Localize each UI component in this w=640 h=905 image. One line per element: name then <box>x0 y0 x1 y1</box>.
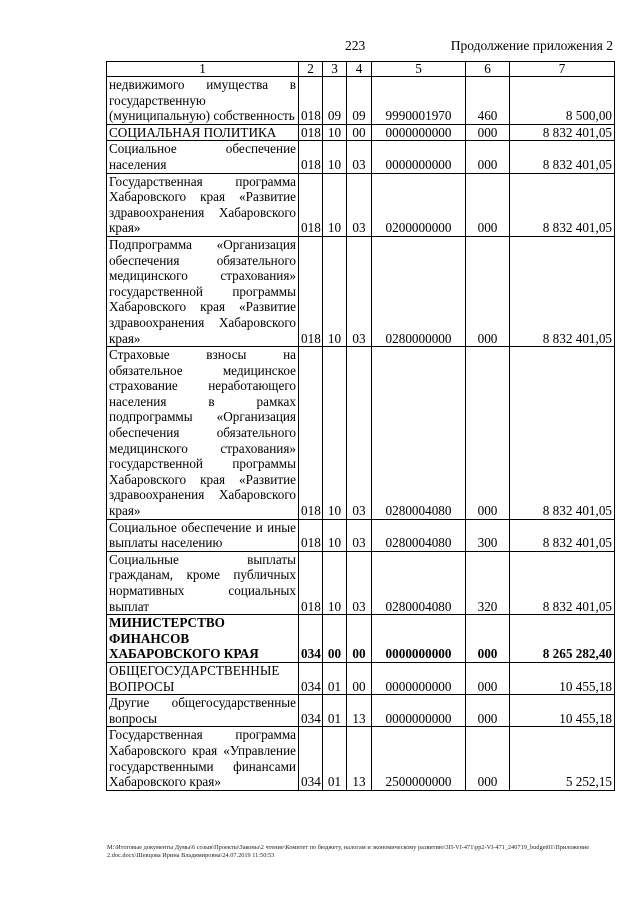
expense-type-cell: 320 <box>466 551 510 614</box>
amount-cell: 10 455,18 <box>510 695 615 727</box>
target-article-cell: 0000000000 <box>372 141 466 173</box>
ministry-code-cell: 034 <box>299 695 323 727</box>
target-article-cell: 9990001970 <box>372 77 466 125</box>
column-header: 4 <box>347 62 372 77</box>
subsection-code-cell: 03 <box>347 347 372 520</box>
expense-type-cell: 000 <box>466 236 510 346</box>
table-row <box>107 695 615 727</box>
column-header: 7 <box>510 62 615 77</box>
subsection-code-cell: 00 <box>347 124 372 141</box>
section-code-cell: 01 <box>323 695 347 727</box>
expense-type-cell: 000 <box>466 615 510 663</box>
target-article-cell: 0000000000 <box>372 662 466 694</box>
row-name-cell: Государственная программа Хабаровского края «Управление государственными финансами Хабаровского края» <box>107 727 299 790</box>
column-header: 1 <box>107 62 299 77</box>
target-article-cell: 2500000000 <box>372 727 466 790</box>
subsection-code-cell: 03 <box>347 173 372 236</box>
amount-cell: 8 832 401,05 <box>510 141 615 173</box>
section-code-cell: 01 <box>323 727 347 790</box>
column-header: 6 <box>466 62 510 77</box>
amount-cell: 8 832 401,05 <box>510 519 615 551</box>
expense-type-cell: 000 <box>466 173 510 236</box>
expense-type-cell: 000 <box>466 695 510 727</box>
row-name-cell: Социальное обеспечение населения <box>107 141 299 173</box>
expense-type-cell: 000 <box>466 124 510 141</box>
section-code-cell: 10 <box>323 173 347 236</box>
amount-cell: 8 500,00 <box>510 77 615 125</box>
file-path-footer: M:\Итоговые документы Думы\6 созыв\Проекты\Законы\2 чтение\Комитет по бюджету, налогам и экономическому развитию\3П-VI-471\рр2-VI-471_240719_budget01\Приложение 2.doc.docx\Шевцова Ирина Владимировна\24.07.2019 11:50:53 <box>107 844 589 859</box>
ministry-code-cell: 018 <box>299 173 323 236</box>
table-row <box>107 236 615 346</box>
page-number: 223 <box>345 38 366 53</box>
table-row <box>107 173 615 236</box>
section-code-cell: 00 <box>323 615 347 663</box>
expense-type-cell: 000 <box>466 347 510 520</box>
row-name-cell: Социальное обеспечение и иные выплаты населению <box>107 519 299 551</box>
ministry-code-cell: 018 <box>299 519 323 551</box>
expense-type-cell: 000 <box>466 662 510 694</box>
row-name-cell: недвижимого имущества в государственную (муниципальную) собственность <box>107 77 299 125</box>
budget-table <box>106 61 615 791</box>
column-header: 5 <box>372 62 466 77</box>
expense-type-cell: 460 <box>466 77 510 125</box>
table-row <box>107 124 615 141</box>
ministry-code-cell: 034 <box>299 727 323 790</box>
row-name-cell: МИНИСТЕРСТВО ФИНАНСОВ ХАБАРОВСКОГО КРАЯ <box>107 615 299 663</box>
continuation-label: Продолжение приложения 2 <box>450 38 613 53</box>
target-article-cell: 0280004080 <box>372 551 466 614</box>
target-article-cell: 0200000000 <box>372 173 466 236</box>
amount-cell: 8 265 282,40 <box>510 615 615 663</box>
table-row <box>107 727 615 790</box>
row-name-cell: Другие общегосударственные вопросы <box>107 695 299 727</box>
amount-cell: 10 455,18 <box>510 662 615 694</box>
subsection-code-cell: 03 <box>347 519 372 551</box>
column-header: 3 <box>323 62 347 77</box>
target-article-cell: 0280004080 <box>372 519 466 551</box>
section-code-cell: 10 <box>323 236 347 346</box>
amount-cell: 8 832 401,05 <box>510 551 615 614</box>
table-body <box>107 77 615 791</box>
table-row <box>107 519 615 551</box>
ministry-code-cell: 018 <box>299 551 323 614</box>
target-article-cell: 0000000000 <box>372 695 466 727</box>
section-code-cell: 10 <box>323 347 347 520</box>
subsection-code-cell: 03 <box>347 551 372 614</box>
expense-type-cell: 000 <box>466 141 510 173</box>
amount-cell: 8 832 401,05 <box>510 124 615 141</box>
row-name-cell: ОБЩЕГОСУДАРСТВЕННЫЕ ВОПРОСЫ <box>107 662 299 694</box>
subsection-code-cell: 13 <box>347 695 372 727</box>
amount-cell: 5 252,15 <box>510 727 615 790</box>
section-code-cell: 10 <box>323 124 347 141</box>
row-name-cell: Социальные выплаты гражданам, кроме публичных нормативных социальных выплат <box>107 551 299 614</box>
section-code-cell: 01 <box>323 662 347 694</box>
table-row <box>107 77 615 125</box>
ministry-code-cell: 018 <box>299 124 323 141</box>
section-code-cell: 10 <box>323 551 347 614</box>
subsection-code-cell: 09 <box>347 77 372 125</box>
row-name-cell: Подпрограмма «Организация обеспечения обязательного медицинского страхования» государственной программы Хабаровского края «Развитие здравоохранения Хабаровского края» <box>107 236 299 346</box>
ministry-code-cell: 018 <box>299 141 323 173</box>
ministry-code-cell: 018 <box>299 77 323 125</box>
table-row <box>107 551 615 614</box>
ministry-code-cell: 018 <box>299 236 323 346</box>
ministry-code-cell: 034 <box>299 615 323 663</box>
subsection-code-cell: 00 <box>347 662 372 694</box>
amount-cell: 8 832 401,05 <box>510 347 615 520</box>
column-numbers-row <box>107 62 615 77</box>
subsection-code-cell: 13 <box>347 727 372 790</box>
target-article-cell: 0280000000 <box>372 236 466 346</box>
section-code-cell: 09 <box>323 77 347 125</box>
row-name-cell: СОЦИАЛЬНАЯ ПОЛИТИКА <box>107 124 299 141</box>
table-row <box>107 662 615 694</box>
subsection-code-cell: 03 <box>347 236 372 346</box>
amount-cell: 8 832 401,05 <box>510 173 615 236</box>
row-name-cell: Страховые взносы на обязательное медицинское страхование неработающего населения в рамках подпрограммы «Организация обеспечения обязательного медицинского страхования» государственной программы Хабаровского края «Развитие здравоохранения Хабаровского края» <box>107 347 299 520</box>
expense-type-cell: 000 <box>466 727 510 790</box>
row-name-cell: Государственная программа Хабаровского края «Развитие здравоохранения Хабаровского края» <box>107 173 299 236</box>
target-article-cell: 0000000000 <box>372 124 466 141</box>
ministry-code-cell: 034 <box>299 662 323 694</box>
section-code-cell: 10 <box>323 141 347 173</box>
page-header <box>0 38 640 56</box>
subsection-code-cell: 03 <box>347 141 372 173</box>
target-article-cell: 0280004080 <box>372 347 466 520</box>
target-article-cell: 0000000000 <box>372 615 466 663</box>
table-row <box>107 615 615 663</box>
amount-cell: 8 832 401,05 <box>510 236 615 346</box>
ministry-code-cell: 018 <box>299 347 323 520</box>
expense-type-cell: 300 <box>466 519 510 551</box>
section-code-cell: 10 <box>323 519 347 551</box>
table-row <box>107 347 615 520</box>
table-row <box>107 141 615 173</box>
subsection-code-cell: 00 <box>347 615 372 663</box>
column-header: 2 <box>299 62 323 77</box>
